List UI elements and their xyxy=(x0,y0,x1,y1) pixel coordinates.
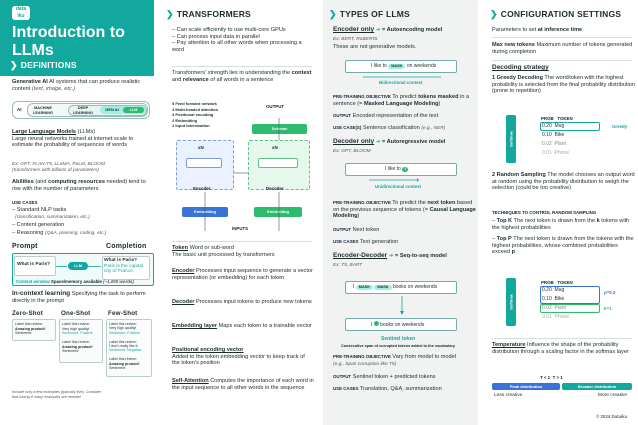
decoder-label: Decoder xyxy=(266,186,284,191)
types-column xyxy=(323,0,478,425)
divider xyxy=(492,60,632,61)
random-row: 0.10 Bike xyxy=(542,296,565,302)
sentinel-label: Sentinel token xyxy=(381,336,416,342)
chevron-right-icon: ❯ xyxy=(329,9,337,19)
decoder-usecase: USE CASES Text generation xyxy=(333,239,399,245)
prob-header: PROB TOKEN xyxy=(541,280,573,285)
bidirectional-arrow-icon xyxy=(363,75,443,79)
softmax-block: Softmax xyxy=(252,124,307,134)
diagram-legend: 5 Feed forward network 4 Multi-headed attention 3 Positional encoding 2 Embedding 1 Input tokenization xyxy=(172,101,219,129)
encoder-only-title: Encoder only ➜ = Autoencoding model xyxy=(333,26,443,33)
config-intro: Parameters to set at inference time xyxy=(492,27,583,33)
random-row: 0.01 Phone xyxy=(542,314,569,320)
positional-definition: Positional encoding vector Added to the token embedding vector to keep track of the token's position xyxy=(172,347,305,367)
encoder-decoder-title: Encoder-Decoder ➜ = Seq-to-seq model xyxy=(333,252,447,259)
dataiku-logo: data iku xyxy=(12,6,30,20)
encoder-examples: Ex: BERT, RoBERTa xyxy=(333,37,378,42)
transformers-heading: ❯ TRANSFORMERS xyxy=(166,9,251,19)
diagram-inputs-label: INPUTS xyxy=(232,226,249,231)
random-definition: 2 Random Sampling The model chooses an output word at random using the probability distribution to weigh the selection (could be too creative) xyxy=(492,172,635,192)
abilities-text: Abilities (and computing resources needed) tend to rise with the number of parameters xyxy=(12,179,146,192)
encoder-nx: xN xyxy=(198,145,204,150)
unidirectional-label: Unidirectional context xyxy=(375,184,422,189)
broader-distribution-bar: Broader distribution xyxy=(562,383,632,390)
definitions-column xyxy=(0,0,154,425)
techniques-label: TECHNIQUES TO CONTROL RANDOM SAMPLING xyxy=(492,210,597,215)
genai-definition: Generative AI AI systems that can produce realistic content (text, image, etc.) xyxy=(12,79,141,92)
nested-ai-label: AI xyxy=(17,107,22,112)
llm-chip: LLM xyxy=(68,262,88,270)
llm-examples: Ex: GPT, FLAN-T5, LLaMA, PaLM, BLOOM (transformers with billions of parameters) xyxy=(12,162,105,173)
context-window-label: Context window Space/memory available (~1,000 words) xyxy=(16,279,134,284)
chevron-right-icon: ❯ xyxy=(490,9,498,19)
random-row: 0.20 Mug xyxy=(542,287,565,293)
divider xyxy=(172,66,312,67)
few-shot-title: Few-Shot xyxy=(108,310,138,317)
greedy-row: 0.02 Plant xyxy=(542,141,566,147)
greedy-tag: Greedy xyxy=(612,124,628,129)
top-k: – Top K The next token is drawn from the k tokens with the highest probabilities xyxy=(492,218,630,231)
divider xyxy=(172,241,312,242)
one-shot-title: One-Shot xyxy=(61,310,91,317)
zero-shot-title: Zero-Shot xyxy=(12,310,44,317)
attention-definition: Self-Attention Computes the importance of each word in the input sequence to all other words in the sequence xyxy=(172,378,314,391)
random-row: 0.02 Plant xyxy=(542,305,566,311)
llm-definition: Large Language Models (LLMs) Large neural networks trained at internet scale to estimate the probability of sequences of words xyxy=(12,129,134,149)
icl-definition: In-context learning Specifying the task to perform directly in the prompt xyxy=(12,290,146,304)
chevron-right-icon: ❯ xyxy=(10,60,18,70)
config-column xyxy=(484,0,638,425)
peak-distribution-bar: Peak distribution xyxy=(492,383,560,390)
diagram-output-label: OUTPUT xyxy=(266,104,285,109)
encoder-usecase: USE CASE(S) Sentence classification (e.g., NER) xyxy=(333,125,446,131)
ed-objective: PRE-TRAINING OBJECTIVE Vary from model to model (e.g., Span corruption like T5) xyxy=(333,354,457,367)
transformer-bullets: – Can scale efficiently to use multi-core GPUs – Can process input data in parallel – Pay attention to all other words when processing a word xyxy=(172,27,302,54)
completion-label: Completion xyxy=(106,243,147,250)
encoder-note: These are not generative models. xyxy=(333,44,417,50)
decoder-output: OUTPUT Next token xyxy=(333,227,380,233)
encoder-objective: PRE-TRAINING OBJECTIVE To predict tokens masked in a sentence (= Masked Language Modeling) xyxy=(333,94,470,107)
one-shot-card xyxy=(59,319,103,363)
greedy-row: 0.01 Phone xyxy=(542,150,569,156)
transformer-strength: Transformers' strength lies in understanding the context and relevance of all words in a sentence xyxy=(172,70,312,83)
footer-copyright: © 2024 Dataiku xyxy=(596,414,628,419)
greedy-row: 0.10 Bike xyxy=(542,132,565,138)
ed-output: OUTPUT Sentinel token + predicted tokens xyxy=(333,374,436,380)
decoder-only-title: Decoder only ➜ = Autoregressive model xyxy=(333,138,446,145)
temperature-t-labels: T < 1 T > 1 xyxy=(540,375,563,380)
shot-text: Label this review: Very high quality! Sentiment: Positive Label this review: I don't really like it Sentiment: Negative Label this review: Amazing product! Sentiment: xyxy=(109,322,142,371)
decoder-objective: PRE-TRAINING OBJECTIVE To predict the next token based on the previous sequence of tokens (= Causal Language Modeling) xyxy=(333,200,476,220)
arrow-icon xyxy=(88,265,102,269)
arrow-down-icon xyxy=(399,296,405,316)
ed-sentence2: I books on weekends xyxy=(371,322,425,328)
use-case-item: – Reasoning (Q&A, planning, coding, etc.) xyxy=(12,230,107,236)
completion-text: What is Paris? Paris is the capital city of France. xyxy=(104,258,143,275)
use-cases-label: USE CASES xyxy=(12,200,38,205)
greedy-definition: 1 Greedy Decoding The word/token with the highest probability is selected from the final probability distribution (prone to repetition) xyxy=(492,75,636,95)
nested-genai-label: GEN AI xyxy=(105,106,119,112)
definitions-heading: ❯ DEFINITIONS xyxy=(10,60,77,70)
embedding-definition: Embedding layer Maps each token to a trainable vector xyxy=(172,323,312,329)
greedy-row: 0.20 Mug xyxy=(542,123,565,129)
encoder-definition: Encoder Processes input sequence to generate a vector representation (or embedding) for each token xyxy=(172,268,313,281)
nested-ml-label: MACHINE LEARNING xyxy=(33,106,53,115)
few-shot-card xyxy=(106,319,152,377)
encoder-decoder-examples: Ex: T5, BART xyxy=(333,263,363,268)
use-case-item: – Standard NLP tasks (classification, summarization, etc.) xyxy=(12,207,90,220)
bidirectional-label: Bidirectional context xyxy=(379,80,423,85)
arrow-icon xyxy=(56,265,68,269)
config-heading: ❯ CONFIGURATION SETTINGS xyxy=(490,9,622,19)
prompt-text: What is Paris? xyxy=(17,262,51,267)
shot-note: Include only a few examples (typically five). Consider fine-tuning if many examples are needed xyxy=(12,390,102,399)
max-new-tokens: Max new tokens Maximum number of tokens generated during completion xyxy=(492,42,633,55)
temperature-definition: Temperature Influence the shape of the probability distribution through a scaling factor in the softmax layer xyxy=(492,342,629,355)
encoder-label: Encoder xyxy=(193,186,211,191)
decoder-definition: Decoder Processes input tokens to produce new tokens xyxy=(172,299,312,305)
transformers-column xyxy=(160,0,315,425)
use-case-item: – Content generation xyxy=(12,222,65,228)
prompt-label: Prompt xyxy=(12,243,38,250)
ed-usecase: USE CASES Translation, Q&A, summarization xyxy=(333,386,442,392)
nested-llm: LLM xyxy=(123,107,144,113)
encoder-embedding: Embedding xyxy=(182,207,228,217)
p-tag: p=0.3 xyxy=(604,290,616,295)
types-heading: ❯ TYPES OF LLMS xyxy=(329,9,410,19)
random-softmax: Softmax xyxy=(506,278,516,326)
decoder-embedding: Embedding xyxy=(254,207,302,217)
token-definition: Token Word or sub-word The basic unit processed by transformers xyxy=(172,245,275,258)
decoder-sentence: I like to ? xyxy=(385,166,407,172)
more-creative: More creative xyxy=(598,393,628,398)
encoder-sentence: I like to MASK on weekends xyxy=(371,63,437,69)
ed-sentence: I MASK MASK books on weekends xyxy=(353,284,438,290)
k-tag: k=1 xyxy=(604,306,612,311)
prob-header: PROB TOKEN xyxy=(541,116,573,121)
page-title: Introduction to LLMs xyxy=(12,24,125,59)
chevron-right-icon: ❯ xyxy=(166,9,174,19)
sentinel-note: Consecutive span of corrupted tokens added to the vocabulary xyxy=(341,344,455,348)
decoder-nx: xN xyxy=(272,145,278,150)
decoding-title: Decoding strategy xyxy=(492,64,549,71)
divider xyxy=(492,338,632,339)
decoder-examples: Ex: GPT, BLOOM xyxy=(333,149,371,154)
encoder-output: OUTPUT Encoded representation of the text xyxy=(333,113,439,119)
shot-text: Label this review: Amazing product! Sentiment: xyxy=(15,322,46,335)
zero-shot-card xyxy=(12,319,56,341)
shot-text: Label this review: Very high quality! Sentiment: Positive Label this review: Amazing product! Sentiment: xyxy=(62,322,93,353)
less-creative: Less creative xyxy=(494,393,523,398)
nested-dl-label: DEEP LEARNING xyxy=(73,106,93,115)
unidirectional-arrow-icon xyxy=(369,178,419,182)
transformer-arrows xyxy=(178,128,308,233)
divider xyxy=(492,37,632,38)
greedy-softmax: Softmax xyxy=(506,115,516,163)
top-p: – Top P The next token is drawn from the tokens with the highest probabilities, whose combined probabilities exceed p xyxy=(492,236,634,256)
